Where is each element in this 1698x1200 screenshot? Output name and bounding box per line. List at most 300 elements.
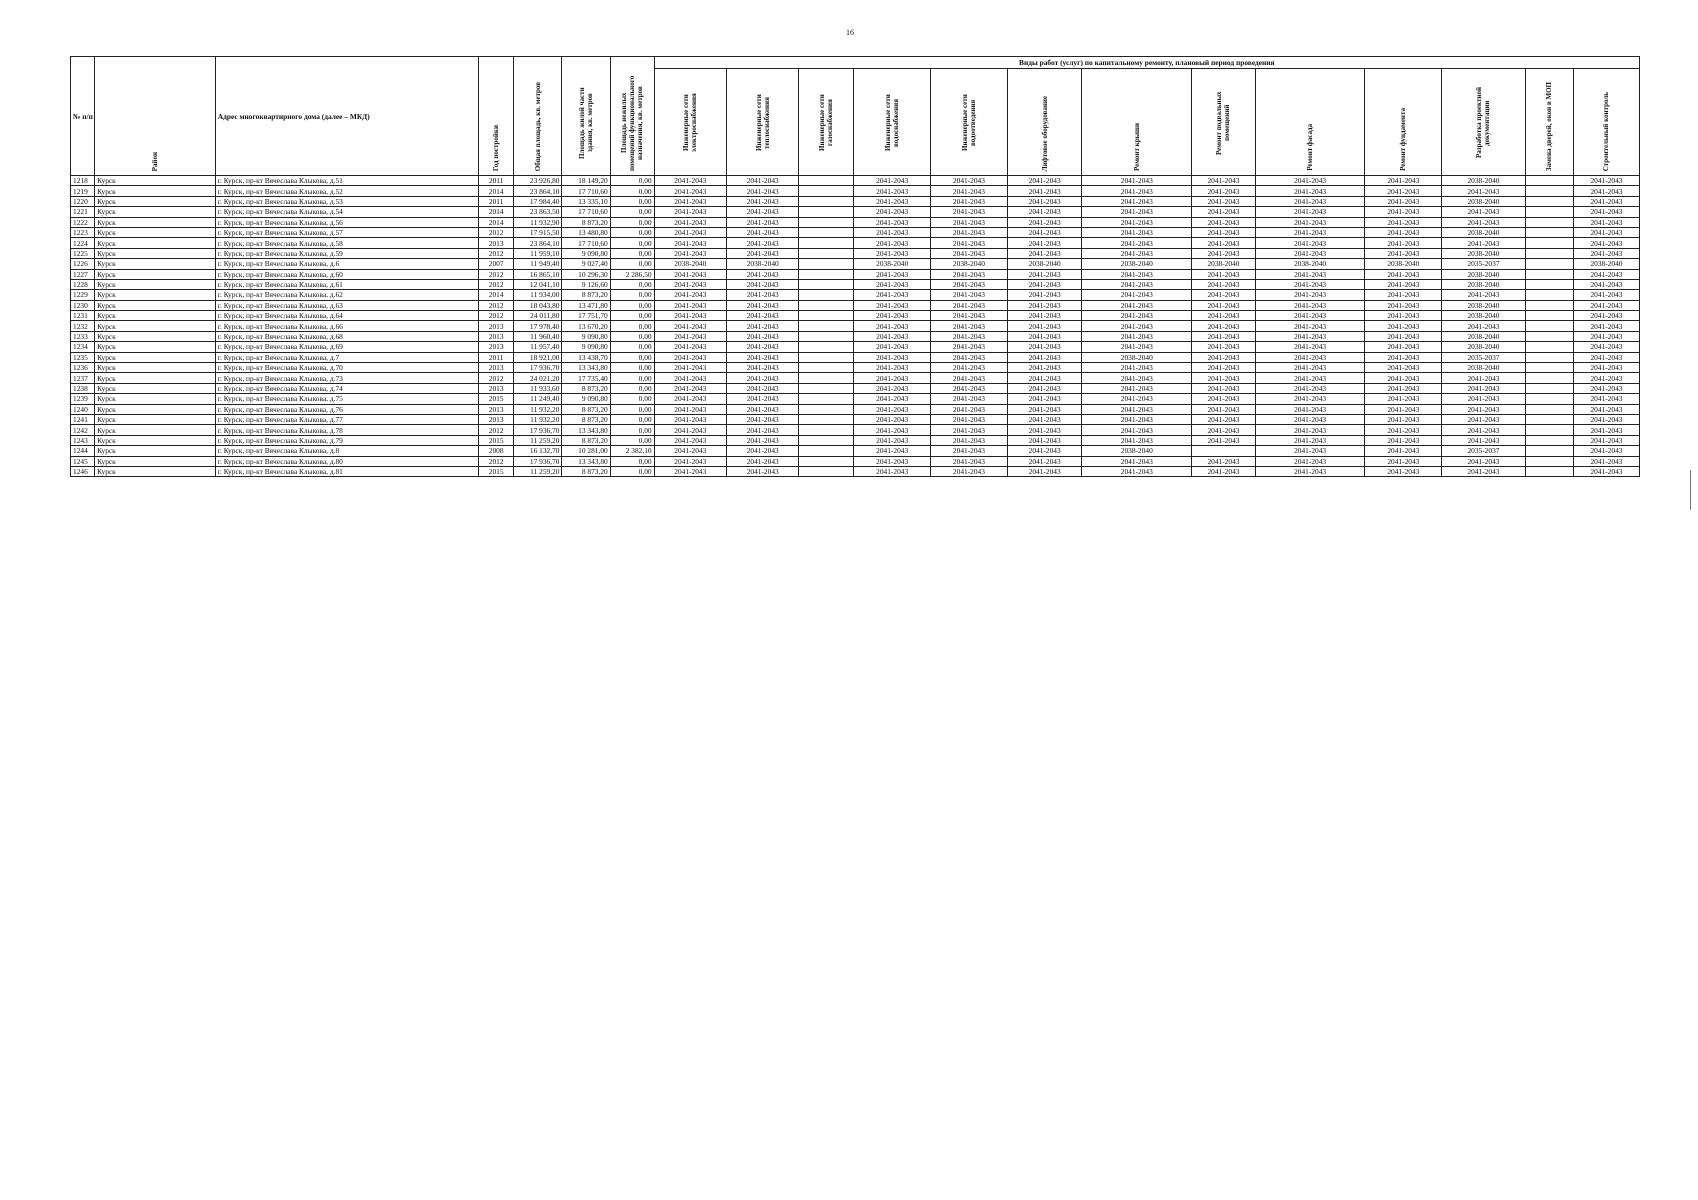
table-cell: 2041-2043 xyxy=(1573,176,1639,186)
table-cell: 11 933,60 xyxy=(514,383,562,393)
table-cell: 11 932,20 xyxy=(514,404,562,414)
table-cell: 2041-2043 xyxy=(1573,186,1639,196)
table-cell: 2041-2043 xyxy=(1082,279,1192,289)
table-cell: 2041-2043 xyxy=(1007,394,1082,404)
table-cell: 2041-2043 xyxy=(1082,466,1192,476)
table-cell: 2041-2043 xyxy=(1007,446,1082,456)
table-cell: 2041-2043 xyxy=(854,238,931,248)
table-cell: 2041-2043 xyxy=(1007,217,1082,227)
table-cell: 2041-2043 xyxy=(1365,363,1442,373)
table-cell: 2041-2043 xyxy=(654,363,726,373)
table-cell: 2041-2043 xyxy=(654,300,726,310)
table-cell: 2041-2043 xyxy=(1192,248,1256,258)
table-cell: г. Курск, пр-кт Вячеслава Клыкова, д.56 xyxy=(215,217,478,227)
table-cell: 2041-2043 xyxy=(1192,404,1256,414)
table-cell: 2041-2043 xyxy=(654,446,726,456)
table-cell: г. Курск, пр-кт Вячеслава Клыкова, д.62 xyxy=(215,290,478,300)
table-cell: 1234 xyxy=(71,342,95,352)
table-cell: 2041-2043 xyxy=(1007,414,1082,424)
table-cell: 16 865,10 xyxy=(514,269,562,279)
table-cell: 2041-2043 xyxy=(1007,196,1082,206)
table-cell: 2041-2043 xyxy=(727,446,799,456)
table-cell: 2041-2043 xyxy=(1365,196,1442,206)
table-cell: 2041-2043 xyxy=(1573,207,1639,217)
table-cell: 2041-2043 xyxy=(1365,394,1442,404)
col-total-area: Общая площадь, кв. метров xyxy=(514,57,562,176)
table-cell: 2041-2043 xyxy=(1442,186,1525,196)
table-cell: 2041-2043 xyxy=(1442,238,1525,248)
table-cell: 2041-2043 xyxy=(1007,404,1082,414)
table-cell: 2041-2043 xyxy=(1365,404,1442,414)
page-number: 16 xyxy=(846,28,854,37)
table-cell: 11 960,40 xyxy=(514,331,562,341)
col-nonres-area: Площадь нежилых помещений функционального назначения, кв. метров xyxy=(610,57,654,176)
table-cell: 2041-2043 xyxy=(1255,321,1365,331)
table-cell: 2041-2043 xyxy=(931,248,1008,258)
table-cell: 2038-2040 xyxy=(1442,363,1525,373)
table-cell: 2041-2043 xyxy=(931,321,1008,331)
table-cell: 12 041,10 xyxy=(514,279,562,289)
table-cell: 2041-2043 xyxy=(654,186,726,196)
table-cell: 2041-2043 xyxy=(854,207,931,217)
table-cell xyxy=(799,404,854,414)
table-cell: 2014 xyxy=(479,207,514,217)
table-cell xyxy=(1525,207,1573,217)
table-cell: 2041-2043 xyxy=(1255,383,1365,393)
table-cell: 1233 xyxy=(71,331,95,341)
table-cell: 13 343,80 xyxy=(562,456,610,466)
table-cell: 1237 xyxy=(71,373,95,383)
table-cell: 2041-2043 xyxy=(854,435,931,445)
table-cell: 2012 xyxy=(479,300,514,310)
table-cell: 1220 xyxy=(71,196,95,206)
table-cell: 2041-2043 xyxy=(854,466,931,476)
table-cell: 2041-2043 xyxy=(727,300,799,310)
table-cell: 2013 xyxy=(479,331,514,341)
table-cell: 2041-2043 xyxy=(931,196,1008,206)
table-cell: 16 132,70 xyxy=(514,446,562,456)
table-cell: 2041-2043 xyxy=(1442,456,1525,466)
table-cell: 2038-2040 xyxy=(1442,176,1525,186)
table-cell: 2041-2043 xyxy=(1255,290,1365,300)
table-cell: 2041-2043 xyxy=(1192,176,1256,186)
table-cell: 2041-2043 xyxy=(1082,373,1192,383)
table-cell: г. Курск, пр-кт Вячеслава Клыкова, д.7 xyxy=(215,352,478,362)
table-cell: г. Курск, пр-кт Вячеслава Клыкова, д.81 xyxy=(215,466,478,476)
table-cell: 2041-2043 xyxy=(1442,435,1525,445)
table-cell: 2038-2040 xyxy=(1442,248,1525,258)
table-cell: Курск xyxy=(95,383,216,393)
table-cell: 2041-2043 xyxy=(1573,373,1639,383)
table-cell: 1239 xyxy=(71,394,95,404)
table-cell: 2015 xyxy=(479,435,514,445)
table-cell: 2041-2043 xyxy=(727,435,799,445)
table-cell: 2041-2043 xyxy=(1007,269,1082,279)
table-cell: 2041-2043 xyxy=(1082,321,1192,331)
table-cell: 2041-2043 xyxy=(854,331,931,341)
table-cell: 2041-2043 xyxy=(1192,373,1256,383)
table-cell: 2041-2043 xyxy=(654,217,726,227)
table-cell: 11 932,90 xyxy=(514,217,562,227)
table-cell: 2012 xyxy=(479,248,514,258)
table-cell xyxy=(1525,456,1573,466)
table-cell: 2041-2043 xyxy=(727,404,799,414)
table-cell: 2041-2043 xyxy=(1365,342,1442,352)
table-cell: 2041-2043 xyxy=(1573,446,1639,456)
table-cell: 2041-2043 xyxy=(1082,331,1192,341)
table-cell: 2041-2043 xyxy=(1192,425,1256,435)
table-cell: 2041-2043 xyxy=(1192,238,1256,248)
table-cell xyxy=(799,373,854,383)
table-cell: Курск xyxy=(95,394,216,404)
table-cell: 2041-2043 xyxy=(1442,414,1525,424)
table-cell: 2041-2043 xyxy=(1573,383,1639,393)
table-cell: 2041-2043 xyxy=(931,456,1008,466)
table-cell: 2041-2043 xyxy=(1082,238,1192,248)
table-cell: 2038-2040 xyxy=(1192,259,1256,269)
table-row xyxy=(71,331,1640,341)
table-cell: 2041-2043 xyxy=(1255,446,1365,456)
table-cell: 2013 xyxy=(479,404,514,414)
table-cell xyxy=(799,248,854,258)
table-cell: 2041-2043 xyxy=(1573,311,1639,321)
table-cell: Курск xyxy=(95,300,216,310)
table-cell: 17 710,60 xyxy=(562,238,610,248)
col-district: Район xyxy=(95,57,216,176)
table-cell: 2041-2043 xyxy=(1365,446,1442,456)
table-cell: 2041-2043 xyxy=(854,290,931,300)
table-cell: 2038-2040 xyxy=(1442,311,1525,321)
table-cell: Курск xyxy=(95,466,216,476)
table-cell: 2041-2043 xyxy=(1192,196,1256,206)
table-cell: 2041-2043 xyxy=(1365,248,1442,258)
table-cell: 2038-2040 xyxy=(1082,259,1192,269)
table-cell: Курск xyxy=(95,363,216,373)
table-cell: 0,00 xyxy=(610,414,654,424)
table-cell: г. Курск, пр-кт Вячеслава Клыкова, д.6 xyxy=(215,259,478,269)
table-cell: 2041-2043 xyxy=(931,186,1008,196)
table-cell xyxy=(1525,186,1573,196)
table-cell: 9 090,80 xyxy=(562,394,610,404)
table-cell: 1238 xyxy=(71,383,95,393)
capital-repair-table xyxy=(70,56,1640,477)
table-cell: г. Курск, пр-кт Вячеслава Клыкова, д.58 xyxy=(215,238,478,248)
table-cell: г. Курск, пр-кт Вячеслава Клыкова, д.77 xyxy=(215,414,478,424)
table-cell: 2041-2043 xyxy=(1255,394,1365,404)
table-cell: 2041-2043 xyxy=(1007,352,1082,362)
table-cell: 8 873,20 xyxy=(562,290,610,300)
table-row xyxy=(71,196,1640,206)
table-cell: Курск xyxy=(95,331,216,341)
table-cell: 2041-2043 xyxy=(854,321,931,331)
table-cell: 0,00 xyxy=(610,331,654,341)
table-cell xyxy=(799,394,854,404)
table-cell: 2041-2043 xyxy=(727,238,799,248)
table-cell: г. Курск, пр-кт Вячеслава Клыкова, д.63 xyxy=(215,300,478,310)
table-cell: 17 735,40 xyxy=(562,373,610,383)
table-cell: 2041-2043 xyxy=(727,414,799,424)
table-cell: 2038-2040 xyxy=(727,259,799,269)
table-cell xyxy=(799,279,854,289)
table-cell xyxy=(1525,311,1573,321)
table-cell: 1240 xyxy=(71,404,95,414)
table-cell: 2041-2043 xyxy=(931,373,1008,383)
table-row xyxy=(71,300,1640,310)
table-cell: г. Курск, пр-кт Вячеслава Клыкова, д.68 xyxy=(215,331,478,341)
table-cell: Курск xyxy=(95,425,216,435)
table-cell: 11 949,40 xyxy=(514,259,562,269)
col-work-6: Ремонт крыши xyxy=(1082,69,1192,176)
table-cell: 2041-2043 xyxy=(1007,238,1082,248)
table-cell: 2041-2043 xyxy=(1365,435,1442,445)
table-cell: 2041-2043 xyxy=(1255,207,1365,217)
col-work-9: Ремонт фундамента xyxy=(1365,69,1442,176)
table-cell: 2041-2043 xyxy=(931,435,1008,445)
table-cell: 0,00 xyxy=(610,300,654,310)
table-cell: 2041-2043 xyxy=(1365,456,1442,466)
table-cell: 2041-2043 xyxy=(1365,373,1442,383)
table-cell: 2038-2040 xyxy=(1442,269,1525,279)
table-cell: 13 480,80 xyxy=(562,227,610,237)
table-cell: 2041-2043 xyxy=(854,217,931,227)
table-cell: 2015 xyxy=(479,394,514,404)
table-cell: 2041-2043 xyxy=(1255,227,1365,237)
table-cell: 2013 xyxy=(479,238,514,248)
table-cell xyxy=(1525,321,1573,331)
table-cell: 11 959,10 xyxy=(514,248,562,258)
table-cell: 2041-2043 xyxy=(854,227,931,237)
table-cell: 2035-2037 xyxy=(1442,259,1525,269)
table-cell: г. Курск, пр-кт Вячеслава Клыкова, д.64 xyxy=(215,311,478,321)
table-cell: 2014 xyxy=(479,217,514,227)
col-work-8: Ремонт фасада xyxy=(1255,69,1365,176)
table-cell: 2041-2043 xyxy=(1007,435,1082,445)
table-cell: 23 864,10 xyxy=(514,238,562,248)
table-cell: 2041-2043 xyxy=(1573,414,1639,424)
table-row xyxy=(71,394,1640,404)
table-cell: 0,00 xyxy=(610,227,654,237)
table-cell: 2041-2043 xyxy=(1192,279,1256,289)
table-row xyxy=(71,383,1640,393)
table-cell: 2041-2043 xyxy=(727,311,799,321)
table-row xyxy=(71,352,1640,362)
table-cell: 0,00 xyxy=(610,279,654,289)
table-cell: 23 864,10 xyxy=(514,186,562,196)
table-cell: 2041-2043 xyxy=(854,269,931,279)
table-cell: 11 259,20 xyxy=(514,435,562,445)
table-cell: 2041-2043 xyxy=(1082,290,1192,300)
table-cell: 2041-2043 xyxy=(1007,466,1082,476)
table-cell: 1236 xyxy=(71,363,95,373)
table-cell: 2041-2043 xyxy=(854,248,931,258)
table-row xyxy=(71,311,1640,321)
table-cell: 2038-2040 xyxy=(854,259,931,269)
table-cell: 10 296,30 xyxy=(562,269,610,279)
table-cell: 2038-2040 xyxy=(931,259,1008,269)
table-cell: 2041-2043 xyxy=(727,331,799,341)
table-cell xyxy=(1525,425,1573,435)
table-cell: 2041-2043 xyxy=(1192,290,1256,300)
table-cell: 2041-2043 xyxy=(1082,425,1192,435)
table-row xyxy=(71,248,1640,258)
table-cell: 2013 xyxy=(479,414,514,424)
table-cell: 2041-2043 xyxy=(931,352,1008,362)
table-cell: Курск xyxy=(95,259,216,269)
table-cell: 2041-2043 xyxy=(654,321,726,331)
table-cell xyxy=(1525,176,1573,186)
table-cell: 2041-2043 xyxy=(1573,227,1639,237)
table-cell: 2041-2043 xyxy=(1255,238,1365,248)
table-cell: 2041-2043 xyxy=(1255,342,1365,352)
table-cell: 0,00 xyxy=(610,196,654,206)
table-cell: 2038-2040 xyxy=(1007,259,1082,269)
table-cell: Курск xyxy=(95,248,216,258)
table-cell: 2041-2043 xyxy=(854,186,931,196)
table-cell: 2041-2043 xyxy=(1442,217,1525,227)
table-cell: 2041-2043 xyxy=(1082,435,1192,445)
table-cell xyxy=(1525,259,1573,269)
table-cell: 2013 xyxy=(479,342,514,352)
table-cell: 0,00 xyxy=(610,342,654,352)
table-cell: 0,00 xyxy=(610,394,654,404)
table-cell: 2041-2043 xyxy=(931,466,1008,476)
table-cell: 2041-2043 xyxy=(931,227,1008,237)
table-cell: 0,00 xyxy=(610,466,654,476)
table-cell: 2041-2043 xyxy=(931,279,1008,289)
table-cell: 1222 xyxy=(71,217,95,227)
table-cell: г. Курск, пр-кт Вячеслава Клыкова, д.51 xyxy=(215,176,478,186)
table-cell: 2041-2043 xyxy=(727,207,799,217)
table-cell xyxy=(1525,290,1573,300)
table-cell: 2038-2040 xyxy=(1442,300,1525,310)
table-cell: 0,00 xyxy=(610,259,654,269)
table-cell: 2041-2043 xyxy=(1365,425,1442,435)
table-cell: 1227 xyxy=(71,269,95,279)
table-cell: 2041-2043 xyxy=(1255,217,1365,227)
table-cell: 2041-2043 xyxy=(1192,300,1256,310)
table-cell: 1244 xyxy=(71,446,95,456)
table-row xyxy=(71,269,1640,279)
table-cell: г. Курск, пр-кт Вячеслава Клыкова, д.78 xyxy=(215,425,478,435)
table-cell: 2013 xyxy=(479,321,514,331)
table-cell: 1241 xyxy=(71,414,95,424)
table-cell: 2041-2043 xyxy=(727,456,799,466)
table-cell xyxy=(799,383,854,393)
table-cell: 2041-2043 xyxy=(931,269,1008,279)
table-cell: Курск xyxy=(95,311,216,321)
table-cell: 2041-2043 xyxy=(654,373,726,383)
table-cell: 23 926,80 xyxy=(514,176,562,186)
table-cell: Курск xyxy=(95,238,216,248)
table-cell: 2041-2043 xyxy=(1007,227,1082,237)
table-cell: г. Курск, пр-кт Вячеслава Клыкова, д.75 xyxy=(215,394,478,404)
table-cell xyxy=(1192,446,1256,456)
table-cell: 2041-2043 xyxy=(1007,342,1082,352)
table-cell: 2012 xyxy=(479,269,514,279)
table-cell: 2011 xyxy=(479,196,514,206)
col-work-10: Разработка проектной документации xyxy=(1442,69,1525,176)
col-work-7: Ремонт подвальных помещений xyxy=(1192,69,1256,176)
table-cell: 2041-2043 xyxy=(931,404,1008,414)
table-cell: 2038-2040 xyxy=(1442,331,1525,341)
table-cell xyxy=(1525,373,1573,383)
table-cell: Курск xyxy=(95,435,216,445)
table-cell: 2041-2043 xyxy=(1255,248,1365,258)
table-cell: 2041-2043 xyxy=(1192,227,1256,237)
table-cell: 0,00 xyxy=(610,238,654,248)
table-cell: 2041-2043 xyxy=(854,279,931,289)
table-row xyxy=(71,342,1640,352)
table-cell: 0,00 xyxy=(610,383,654,393)
table-cell: 2041-2043 xyxy=(654,290,726,300)
table-cell: г. Курск, пр-кт Вячеслава Клыкова, д.66 xyxy=(215,321,478,331)
table-row xyxy=(71,425,1640,435)
table-row xyxy=(71,363,1640,373)
table-cell: 2041-2043 xyxy=(1573,196,1639,206)
table-cell: 2041-2043 xyxy=(1365,238,1442,248)
table-cell: г. Курск, пр-кт Вячеслава Клыкова, д.54 xyxy=(215,207,478,217)
table-cell: г. Курск, пр-кт Вячеслава Клыкова, д.69 xyxy=(215,342,478,352)
table-cell: Курск xyxy=(95,352,216,362)
table-cell: Курск xyxy=(95,186,216,196)
table-cell: Курск xyxy=(95,176,216,186)
table-cell: 2041-2043 xyxy=(654,466,726,476)
table-row xyxy=(71,290,1640,300)
table-cell: 0,00 xyxy=(610,176,654,186)
table-cell: 2041-2043 xyxy=(654,456,726,466)
table-cell: 2041-2043 xyxy=(1007,373,1082,383)
table-cell: 2041-2043 xyxy=(854,311,931,321)
table-cell: 2041-2043 xyxy=(1255,425,1365,435)
table-cell: 2038-2040 xyxy=(1442,227,1525,237)
table-cell: 2041-2043 xyxy=(931,331,1008,341)
table-cell: 11 934,00 xyxy=(514,290,562,300)
table-cell: 2041-2043 xyxy=(1255,404,1365,414)
table-cell: 2041-2043 xyxy=(1192,269,1256,279)
table-cell xyxy=(799,342,854,352)
table-cell: г. Курск, пр-кт Вячеслава Клыкова, д.57 xyxy=(215,227,478,237)
table-cell xyxy=(1525,466,1573,476)
table-cell: 2041-2043 xyxy=(931,394,1008,404)
table-cell: 2041-2043 xyxy=(854,176,931,186)
table-cell: г. Курск, пр-кт Вячеслава Клыкова, д.52 xyxy=(215,186,478,196)
table-cell: 2041-2043 xyxy=(931,176,1008,186)
table-cell: 8 873,20 xyxy=(562,466,610,476)
table-cell: 2041-2043 xyxy=(931,383,1008,393)
table-cell: 2041-2043 xyxy=(931,425,1008,435)
col-work-3: Инженерные сети водоснабжения xyxy=(854,69,931,176)
table-cell: 2041-2043 xyxy=(1192,394,1256,404)
table-cell: Курск xyxy=(95,456,216,466)
table-cell: 13 471,80 xyxy=(562,300,610,310)
table-cell: 9 027,40 xyxy=(562,259,610,269)
table-cell: 1232 xyxy=(71,321,95,331)
table-cell: 2041-2043 xyxy=(1192,186,1256,196)
table-cell: 2007 xyxy=(479,259,514,269)
table-cell: 1223 xyxy=(71,227,95,237)
table-cell: 24 011,80 xyxy=(514,311,562,321)
table-cell: 2041-2043 xyxy=(1442,207,1525,217)
table-cell: 2041-2043 xyxy=(654,383,726,393)
table-cell: 0,00 xyxy=(610,363,654,373)
table-row xyxy=(71,414,1640,424)
table-cell: 17 936,70 xyxy=(514,456,562,466)
table-cell: 2041-2043 xyxy=(931,311,1008,321)
col-work-11: Замена дверей, окон в МОП xyxy=(1525,69,1573,176)
table-cell xyxy=(799,311,854,321)
table-cell: 2041-2043 xyxy=(854,456,931,466)
table-cell xyxy=(1525,279,1573,289)
